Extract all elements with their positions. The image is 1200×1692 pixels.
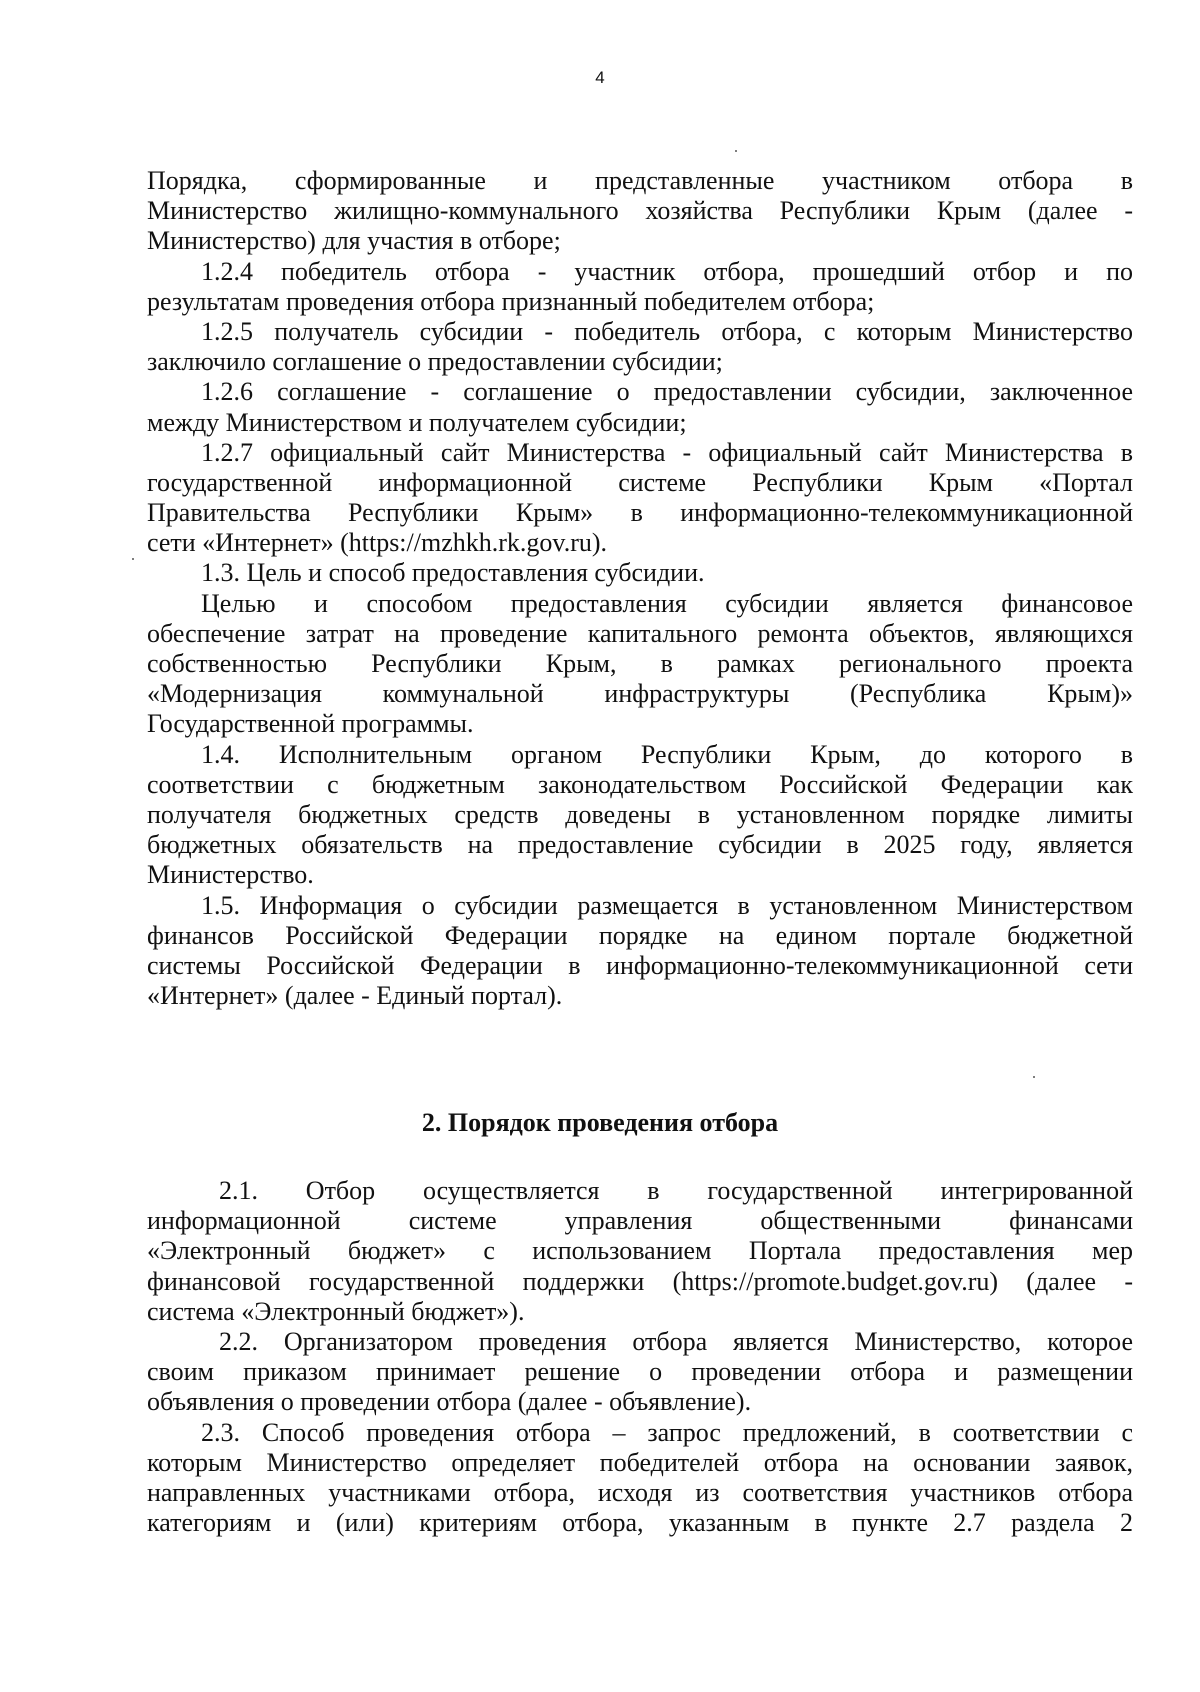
text-line: соответствии с бюджетным законодательством Российской Федерации как — [147, 769, 1133, 799]
text-line: «Интернет» (далее - Единый портал). — [147, 981, 563, 1011]
text-line: собственностью Республики Крым, в рамках регионального проекта — [147, 649, 1133, 678]
text-line: государственной информационной системе Республики Крым «Портал — [147, 467, 1133, 497]
text-line: 1.2.7 официальный сайт Министерства - официальный сайт Министерства в — [201, 437, 1133, 467]
text-line: «Модернизация коммунальной инфраструктуры (Республика Крым)» — [147, 679, 1133, 709]
text-line: заключило соглашение о предоставлении субсидии; — [147, 347, 723, 377]
text-line: системы Российской Федерации в информационно-телекоммуникационной сети — [147, 950, 1133, 980]
text-line: 2.3. Способ проведения отбора – запрос предложений, в соответствии с — [201, 1417, 1133, 1447]
text-line: направленных участниками отбора, исходя из соответствия участников отбора — [147, 1477, 1133, 1507]
body-text-block-2 — [147, 1176, 1133, 1538]
text-line: обеспечение затрат на проведение капитального ремонта объектов, являющихся — [147, 618, 1133, 648]
text-line: Министерство. — [147, 860, 314, 890]
page-number: 4 — [595, 68, 605, 87]
text-line: 1.2.4 победитель отбора - участник отбора, прошедший отбор и по — [201, 256, 1133, 286]
scan-speck — [1033, 1076, 1035, 1078]
scan-speck — [132, 558, 134, 560]
body-text-block-1 — [147, 166, 1133, 1011]
scan-speck — [735, 150, 737, 152]
text-line: 2.1. Отбор осуществляется в государственной интегрированной — [219, 1176, 1133, 1205]
text-line: получателя бюджетных средств доведены в установленном порядке лимиты — [147, 799, 1133, 829]
text-line: финансов Российской Федерации порядке на едином портале бюджетной — [147, 920, 1133, 950]
text-line: Целью и способом предоставления субсидии является финансовое — [201, 588, 1133, 618]
text-line: бюджетных обязательств на предоставление субсидии в 2025 году, является — [147, 830, 1133, 860]
text-line: Правительства Республики Крым» в информационно-телекоммуникационной — [147, 498, 1133, 528]
text-line: между Министерством и получателем субсидии; — [147, 407, 687, 437]
text-line: своим приказом принимает решение о проведении отбора и размещении — [147, 1357, 1133, 1387]
text-line: Государственной программы. — [147, 709, 474, 739]
text-line: объявления о проведении отбора (далее - объявление). — [147, 1387, 752, 1417]
text-line: 1.2.5 получатель субсидии - победитель отбора, с которым Министерство — [201, 316, 1133, 346]
text-line: 2.2. Организатором проведения отбора является Министерство, которое — [219, 1326, 1133, 1356]
text-line: «Электронный бюджет» с использованием Портала предоставления мер — [147, 1236, 1133, 1266]
text-line: Министерство) для участия в отборе; — [147, 226, 561, 256]
text-line: 1.2.6 соглашение - соглашение о предоставлении субсидии, заключенное — [201, 377, 1133, 407]
text-line: результатам проведения отбора признанный победителем отбора; — [147, 286, 875, 316]
text-line: которым Министерство определяет победителей отбора на основании заявок, — [147, 1447, 1133, 1477]
text-line: сети «Интернет» (https://mzhkh.rk.gov.ru). — [147, 528, 608, 558]
text-line: система «Электронный бюджет»). — [147, 1296, 525, 1326]
text-line: информационной системе управления общественными финансами — [147, 1206, 1133, 1236]
text-line: 1.3. Цель и способ предоставления субсидии. — [201, 558, 705, 588]
text-line: категориям и (или) критериям отбора, указанным в пункте 2.7 раздела 2 — [147, 1508, 1133, 1538]
text-line: Порядка, сформированные и представленные участником отбора в — [147, 166, 1133, 195]
section-heading: 2. Порядок проведения отбора — [421, 1108, 779, 1137]
text-line: 1.4. Исполнительным органом Республики Крым, до которого в — [201, 739, 1133, 769]
text-line: финансовой государственной поддержки (https://promote.budget.gov.ru) (далее - — [147, 1266, 1133, 1296]
text-line: 1.5. Информация о субсидии размещается в установленном Министерством — [201, 890, 1133, 920]
text-line: Министерство жилищно-коммунального хозяйства Республики Крым (далее - — [147, 196, 1133, 226]
